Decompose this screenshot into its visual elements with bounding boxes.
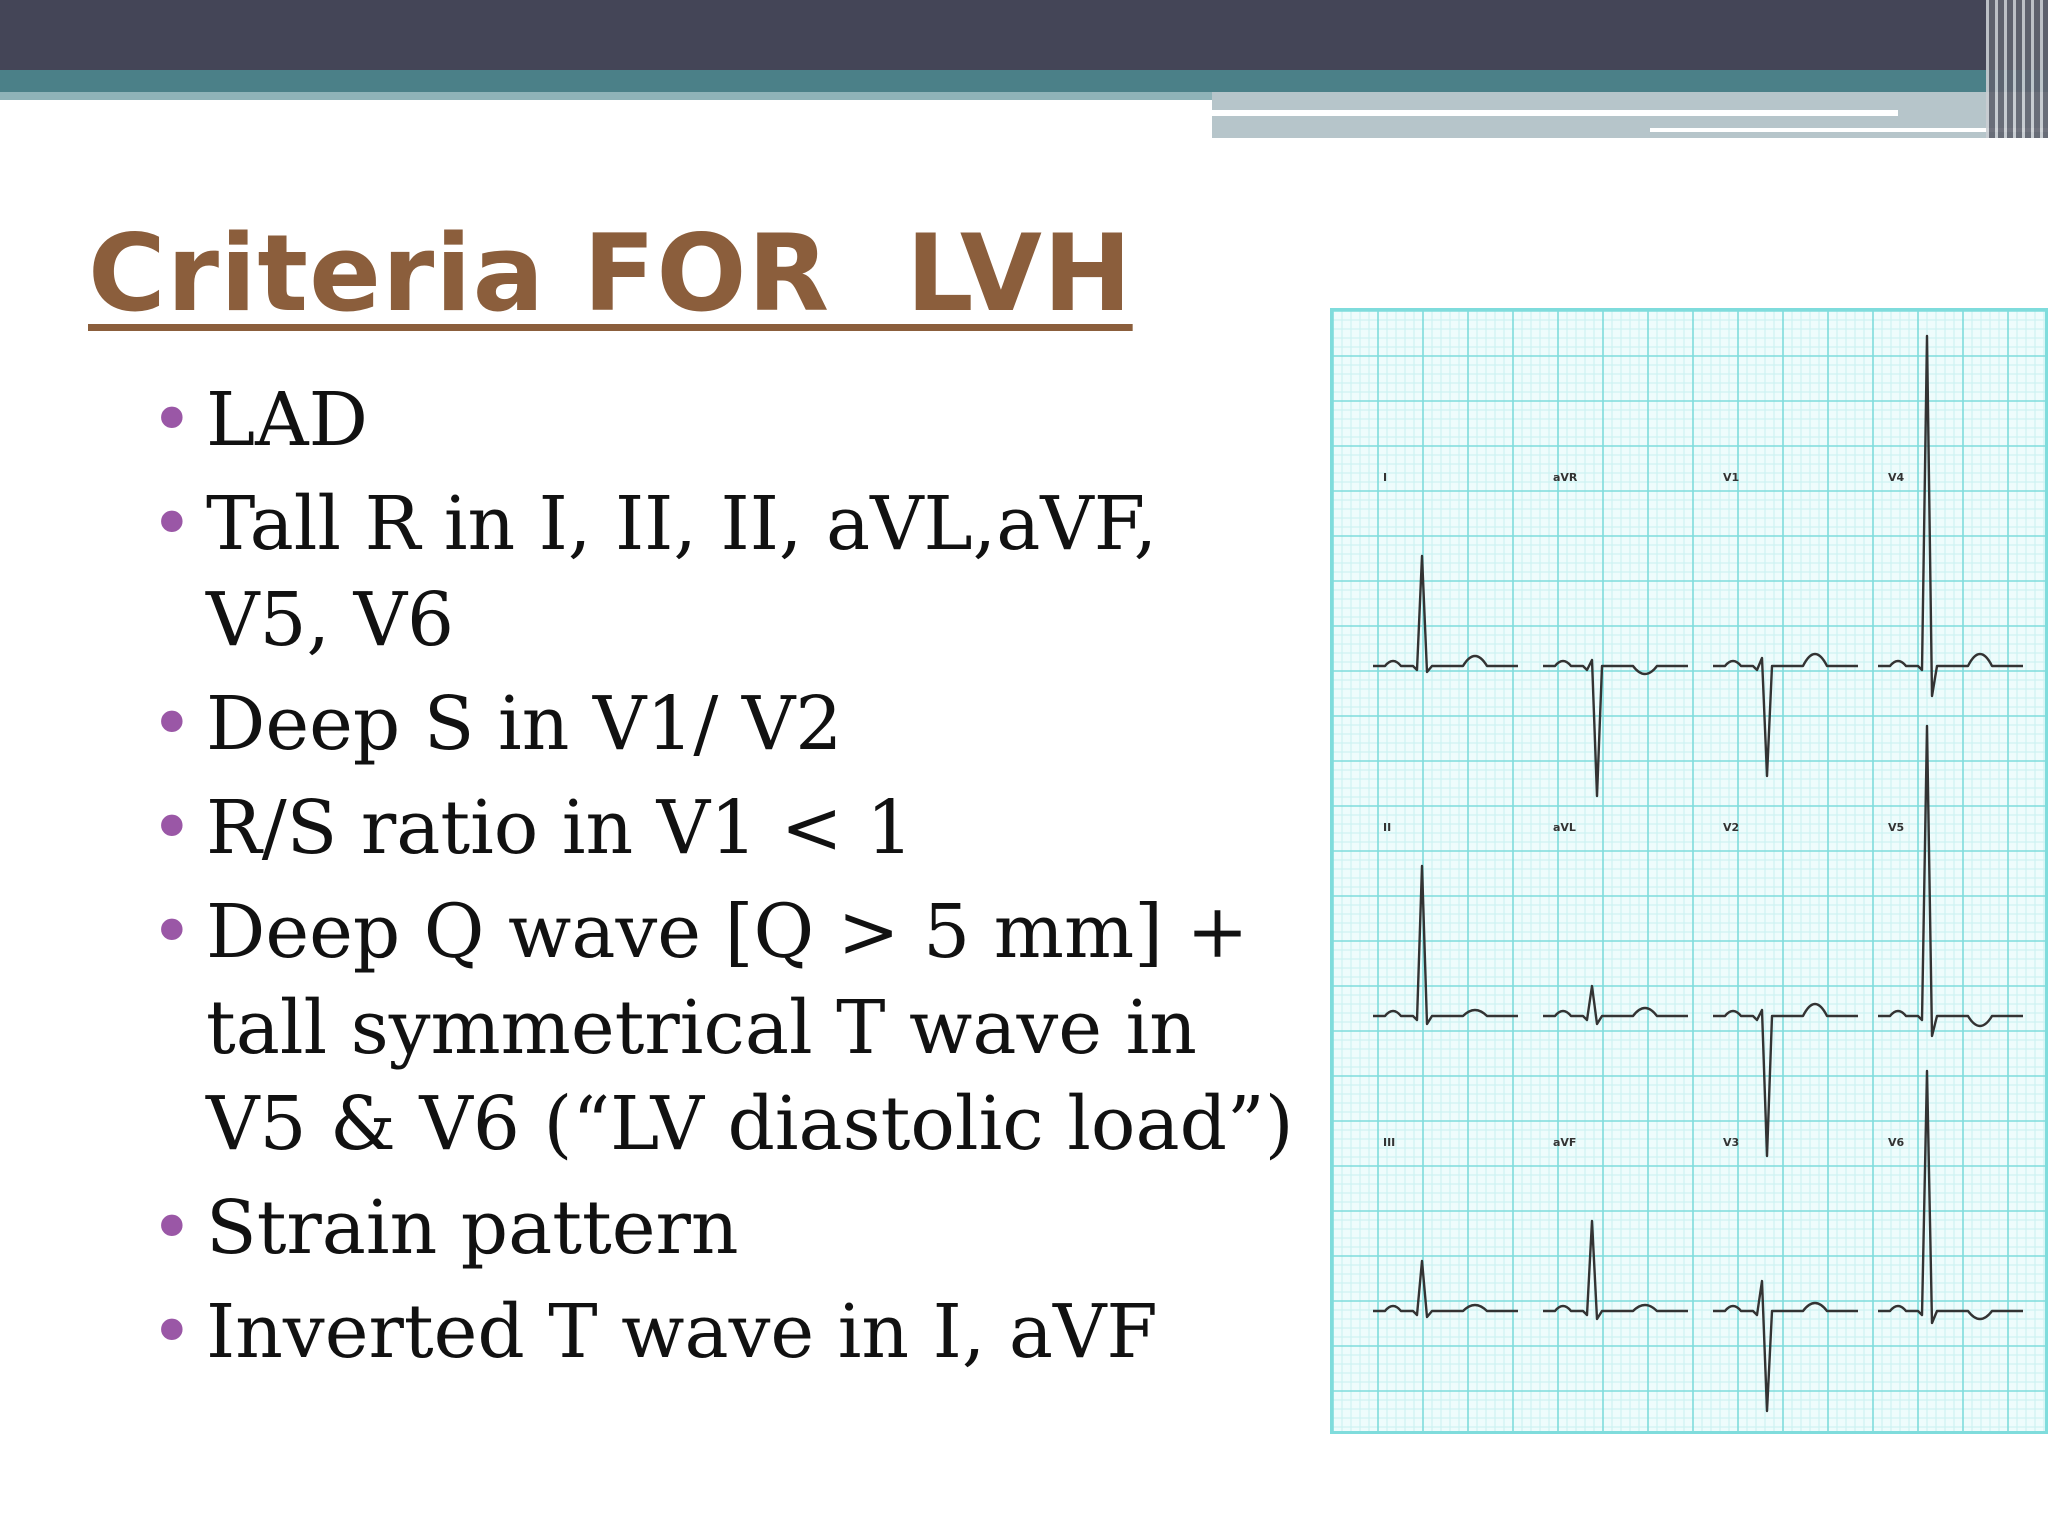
list-item-text: Deep S in V1/ V2 <box>206 681 843 767</box>
list-item <box>150 884 1300 1172</box>
accent-stripe <box>0 92 1212 100</box>
ecg-lead-label: aVL <box>1553 821 1576 834</box>
list-item-text: Inverted T wave in I, aVF <box>206 1289 1158 1375</box>
list-item-text: Tall R in I, II, II, aVL,aVF, V5, V6 <box>206 481 1158 663</box>
accent-line <box>1212 110 1898 116</box>
bullet-icon: • <box>150 1185 194 1271</box>
ecg-lead-label: V5 <box>1888 821 1905 834</box>
header-band <box>0 0 2048 70</box>
ecg-lead-label: aVR <box>1553 471 1578 484</box>
list-item <box>150 780 1300 876</box>
ecg-trace <box>1373 1261 1518 1317</box>
bullet-icon: • <box>150 1289 194 1375</box>
ecg-trace <box>1373 866 1518 1024</box>
ecg-lead-label: V2 <box>1723 821 1740 834</box>
bullet-icon: • <box>150 681 194 767</box>
ecg-trace <box>1373 556 1518 672</box>
ecg-lead-label: V6 <box>1888 1136 1905 1149</box>
ecg-lead-label: V4 <box>1888 471 1905 484</box>
list-item-text: Strain pattern <box>206 1185 739 1271</box>
list-item <box>150 372 1300 468</box>
criteria-list <box>150 372 1300 1388</box>
list-item <box>150 1180 1300 1276</box>
list-item <box>150 676 1300 772</box>
list-item-text: Deep Q wave [Q > 5 mm] + tall symmetrical T wave in V5 & V6 (“LV diastolic load”) <box>206 889 1294 1167</box>
ecg-lead-label: aVF <box>1553 1136 1577 1149</box>
decorative-stripes <box>1986 0 2048 138</box>
slide-title: Criteria FOR LVH <box>88 212 1133 335</box>
ecg-trace <box>1713 1004 1858 1156</box>
list-item-text: R/S ratio in V1 < 1 <box>206 785 914 871</box>
accent-band <box>0 70 2048 92</box>
list-item-text: LAD <box>206 377 368 463</box>
bullet-icon: • <box>150 481 194 567</box>
ecg-lead-label: II <box>1383 821 1392 834</box>
bullet-icon: • <box>150 785 194 871</box>
ecg-lead-label: I <box>1383 471 1388 484</box>
bullet-icon: • <box>150 889 194 975</box>
ecg-lead-label: V3 <box>1723 1136 1740 1149</box>
ecg-tracing <box>1333 311 2045 1431</box>
list-item <box>150 1284 1300 1380</box>
ecg-lead-label: III <box>1383 1136 1396 1149</box>
ecg-lead-label: V1 <box>1723 471 1740 484</box>
ecg-trace <box>1713 654 1858 776</box>
ecg-image <box>1330 308 2048 1434</box>
list-item <box>150 476 1300 668</box>
bullet-icon: • <box>150 377 194 463</box>
